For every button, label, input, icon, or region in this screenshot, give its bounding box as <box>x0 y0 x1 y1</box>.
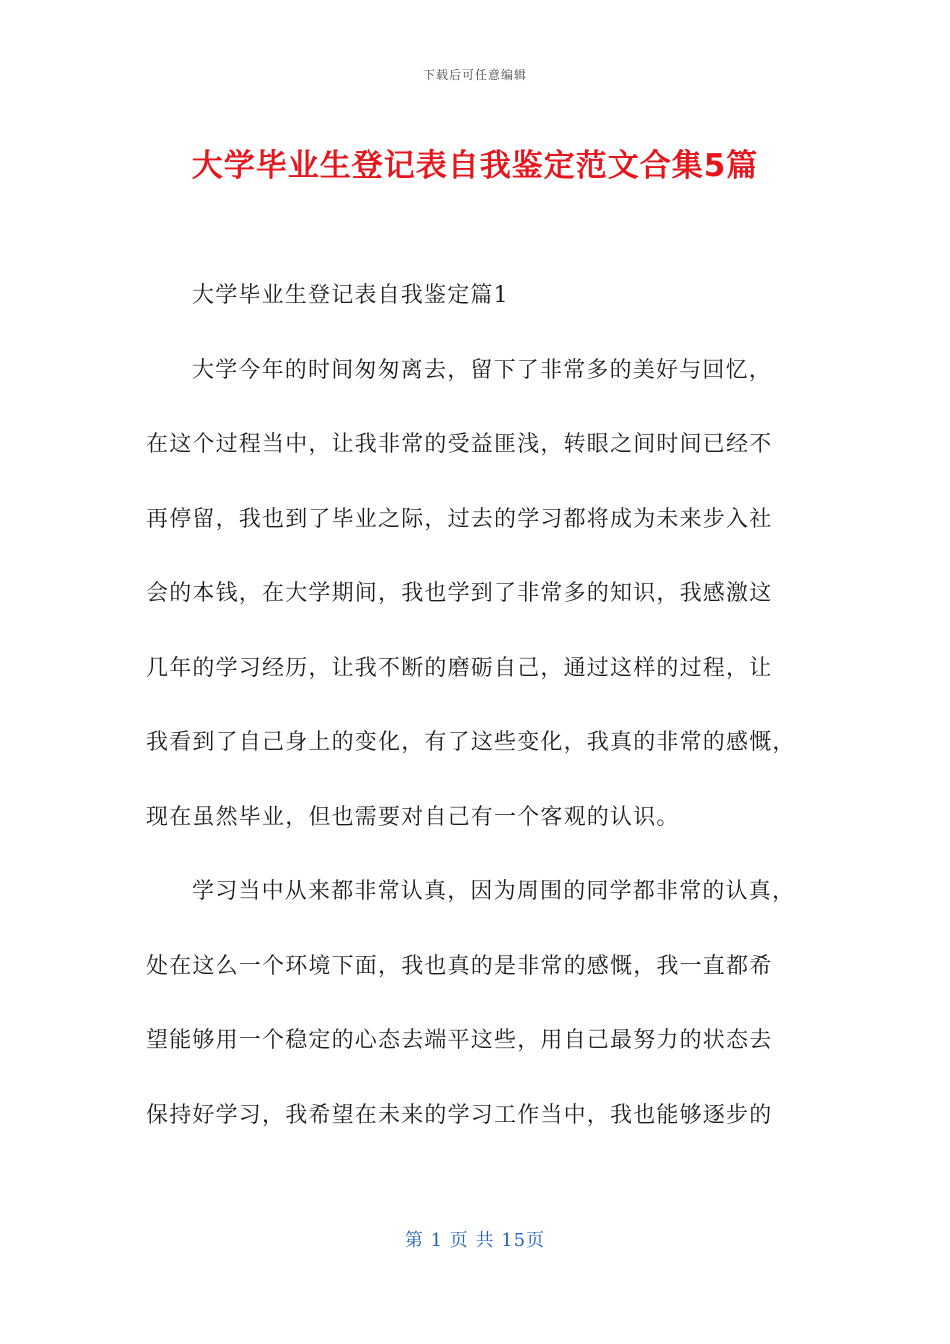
line-text: 大学毕业生登记表自我鉴定篇1 <box>192 283 509 308</box>
body-line-9 <box>146 874 811 949</box>
line-text: 再停留，我也到了毕业之际，过去的学习都将成为未来步入社 <box>146 506 773 532</box>
line-text: 大学今年的时间匆匆离去，留下了非常多的美好与回忆， <box>192 357 773 383</box>
header-note: 下载后可任意编辑 <box>422 68 527 82</box>
line-text: 处在这么一个环境下面，我也真的是非常的感慨，我一直都希 <box>146 953 773 979</box>
line-text: 会的本钱，在大学期间，我也学到了非常多的知识，我感激这 <box>146 581 773 606</box>
line-text: 几年的学习经历，让我不断的磨砺自己，通过这样的过程，让 <box>146 655 773 681</box>
line-text: 学习当中从来都非常认真，因为周围的同学都非常的认真， <box>192 879 796 904</box>
line-text: 望能够用一个稳定的心态去端平这些，用自己最努力的状态去 <box>146 1028 773 1053</box>
document-body <box>146 278 811 1172</box>
body-line-4 <box>146 502 811 577</box>
body-line-5 <box>146 576 811 651</box>
line-text: 我看到了自己身上的变化，有了这些变化，我真的非常的感慨， <box>146 730 796 755</box>
page-number-footer: 第 1 页 共 15页 <box>404 1230 546 1251</box>
line-text: 在这个过程当中，让我非常的受益匪浅，转眼之间时间已经不 <box>146 432 773 457</box>
line-text: 现在虽然毕业，但也需要对自己有一个客观的认识。 <box>146 804 680 830</box>
body-line-8 <box>146 800 811 875</box>
body-line-6 <box>146 651 811 726</box>
body-line-2 <box>146 353 811 428</box>
body-line-11 <box>146 1023 811 1098</box>
body-line-1 <box>146 278 811 353</box>
body-line-7 <box>146 725 811 800</box>
body-line-12 <box>146 1098 811 1173</box>
document-title: 大学毕业生登记表自我鉴定范文合集5篇 <box>191 148 759 184</box>
body-line-3 <box>146 427 811 502</box>
body-line-10 <box>146 949 811 1024</box>
line-text: 保持好学习，我希望在未来的学习工作当中，我也能够逐步的 <box>146 1102 773 1128</box>
